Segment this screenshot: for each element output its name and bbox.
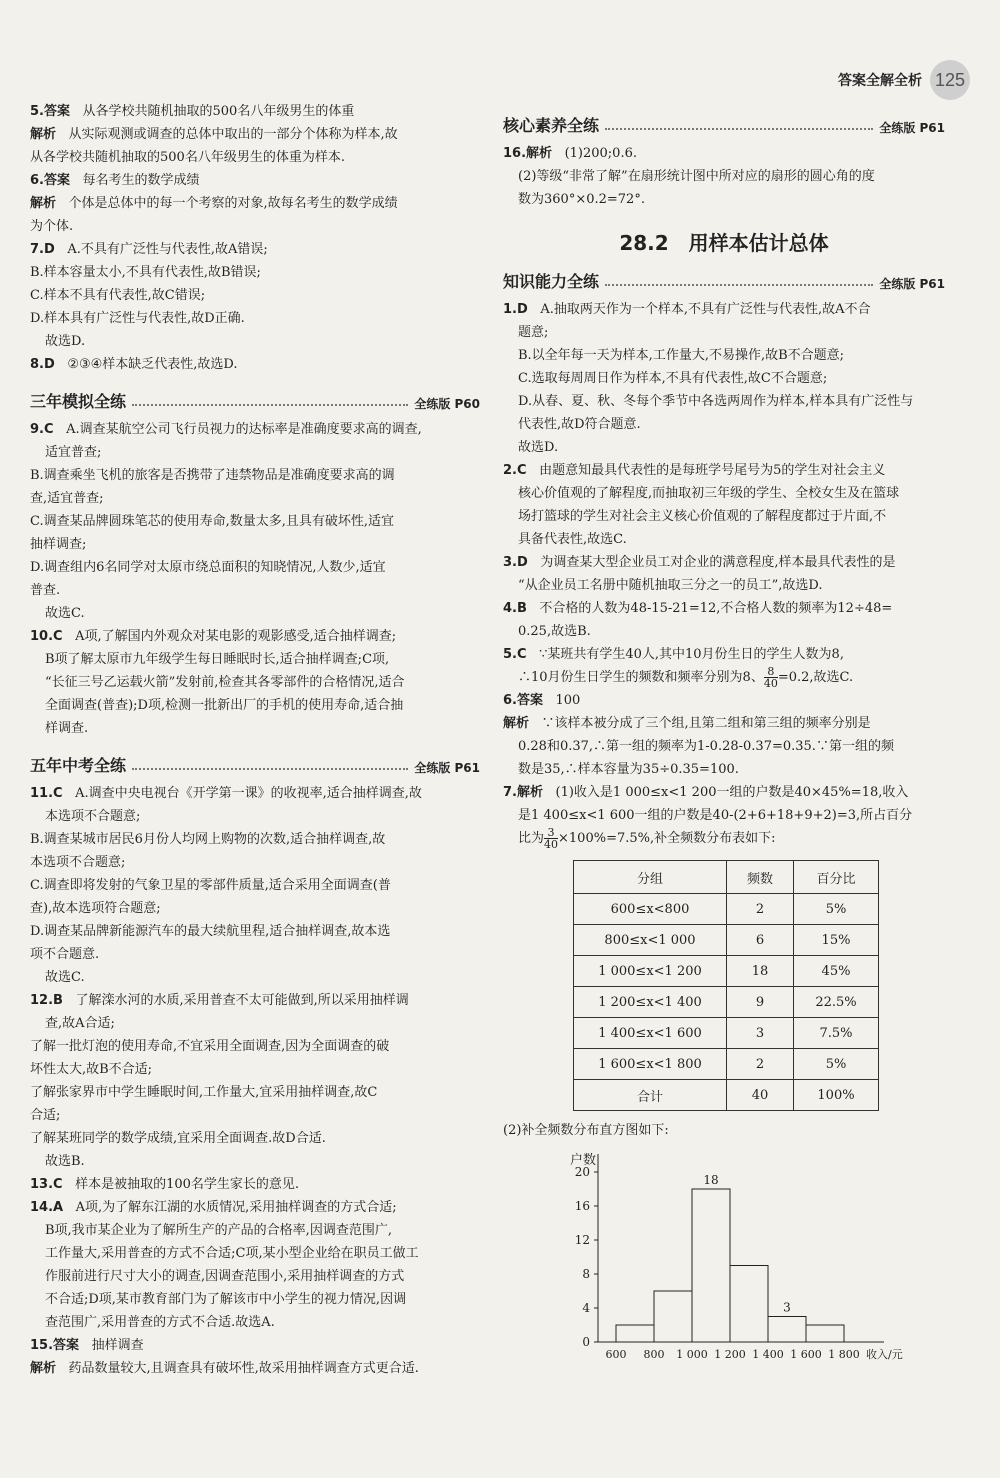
dotted-rule (605, 284, 873, 286)
line-text: 故选D. (45, 334, 86, 349)
line-text: 抽样调查 (91, 1338, 144, 1353)
text-line (503, 436, 945, 459)
section-header (30, 386, 480, 412)
table-cell: 5% (794, 894, 879, 925)
text-line (503, 574, 945, 597)
table-cell: 18 (727, 956, 794, 987)
line-text: 查,故A合适; (45, 1016, 115, 1031)
q5-den: 40 (763, 677, 778, 690)
text-line (30, 1265, 480, 1288)
text-line (503, 165, 945, 188)
text-line (503, 597, 945, 620)
table-cell: 15% (794, 925, 879, 956)
question-number: 12.B (30, 993, 68, 1008)
q5-pre: ∴10月份生日学生的频数和频率分别为8、 (518, 670, 764, 685)
line-text: C.调查即将发射的气象卫星的零部件质量,适合采用全面调查(普 (30, 878, 391, 893)
histogram-bar (806, 1325, 844, 1342)
table-row (574, 925, 879, 956)
question-number: 4.B (503, 601, 532, 616)
line-text: 了解滦水河的水质,采用普查不太可能做到,所以采用抽样调 (75, 993, 409, 1008)
x-tick-label: 600 (605, 1348, 627, 1361)
text-line (30, 1311, 480, 1334)
line-text: A项,了解国内外观众对某电影的观影感受,适合抽样调查; (75, 629, 397, 644)
question-number: 11.C (30, 786, 68, 801)
question-number: 6.答案 (503, 693, 548, 708)
text-line (30, 851, 480, 874)
line-text: 100 (555, 693, 581, 708)
text-line (30, 353, 480, 376)
text-line (30, 1357, 480, 1380)
text-line (30, 648, 480, 671)
section-page-ref: 全练版 P60 (414, 397, 480, 411)
text-line (503, 390, 945, 413)
line-text: 本选项不合题意; (30, 855, 126, 870)
line-text: 题意; (518, 325, 549, 340)
table-body (574, 894, 879, 1111)
line-text: B项,我市某企业为了解所生产的产品的合格率,因调查范围广, (45, 1223, 392, 1238)
q7-fraction-line (503, 827, 945, 850)
question-number: 5.答案 (30, 104, 75, 119)
dotted-rule (132, 768, 408, 770)
table-cell: 100% (794, 1080, 879, 1111)
table-cell: 600≤x<800 (574, 894, 727, 925)
table-cell: 1 600≤x<1 800 (574, 1049, 727, 1080)
text-line (503, 321, 945, 344)
line-text: 作服前进行尺寸大小的调查,因调查范围小,采用抽样调查的方式 (45, 1269, 405, 1284)
line-text: 坏性太大,故B不合适; (30, 1062, 153, 1077)
question-number: 16.解析 (503, 146, 557, 161)
text-line (503, 298, 945, 321)
section-header-title: 五年中考全练 (30, 756, 127, 775)
section-header (30, 750, 480, 776)
text-line (503, 643, 945, 666)
line-text: 故选B. (45, 1154, 85, 1169)
text-line (30, 1035, 480, 1058)
table-row (574, 956, 879, 987)
line-text: 从各学校共随机抽取的500名八年级男生的体重为样本. (30, 150, 345, 165)
y-tick-label: 12 (574, 1233, 590, 1247)
text-line (503, 712, 945, 735)
line-text: 数是35,∴样本容量为35÷0.35=100. (518, 762, 739, 777)
line-text: 样本是被抽取的100名学生家长的意见. (75, 1177, 300, 1192)
line-text: 故选D. (518, 440, 559, 455)
line-text: 本选项不合题意; (45, 809, 141, 824)
y-tick-label: 4 (582, 1301, 590, 1315)
line-text: (1)收入是1 000≤x<1 200一组的户数是40×45%=18,收入 (555, 785, 909, 800)
text-line (30, 169, 480, 192)
text-line (503, 528, 945, 551)
line-text: 全面调查(普查);D项,检测一批新出厂的手机的使用寿命,适合抽 (45, 698, 404, 713)
table-cell: 5% (794, 1049, 879, 1080)
text-line (503, 142, 945, 165)
left-column (30, 100, 480, 1380)
text-line (30, 261, 480, 284)
dotted-rule (132, 404, 408, 406)
text-line (30, 805, 480, 828)
y-tick-label: 16 (574, 1199, 590, 1213)
text-line (30, 579, 480, 602)
line-text: 适宜普查; (45, 445, 102, 460)
question-number: 3.D (503, 555, 533, 570)
line-text: C.样本不具有代表性,故C错误; (30, 288, 206, 303)
text-line (503, 804, 945, 827)
knowledge-block (503, 266, 945, 666)
text-line (30, 671, 480, 694)
question-number: 9.C (30, 422, 59, 437)
y-axis-label: 户数 (570, 1153, 597, 1168)
x-tick-label: 1 600 (790, 1348, 822, 1361)
line-text: ②③④样本缺乏代表性,故选D. (67, 357, 238, 372)
line-text: B.样本容量太小,不具有代表性,故B错误; (30, 265, 261, 280)
line-text: 普查. (30, 583, 61, 598)
right-column (503, 100, 945, 1371)
line-text: (1)200;0.6. (564, 146, 637, 161)
line-text: 每名考生的数学成绩 (82, 173, 200, 188)
line-text: 工作量大,采用普查的方式不合适;C项,某小型企业给在职员工做工 (45, 1246, 419, 1261)
x-tick-label: 800 (643, 1348, 665, 1361)
line-text: “从企业员工名册中随机抽取三分之一的员工”,故选D. (518, 578, 823, 593)
question-number: 5.C (503, 647, 532, 662)
line-text: B.以全年每一天为样本,工作量大,不易操作,故B不合题意; (518, 348, 845, 363)
question-number: 解析 (30, 127, 61, 142)
line-text: 代表性,故D符合题意. (518, 417, 641, 432)
table-cell: 1 200≤x<1 400 (574, 987, 727, 1018)
text-line (30, 533, 480, 556)
question-number: 13.C (30, 1177, 68, 1192)
table-cell: 2 (727, 894, 794, 925)
line-text: 故选C. (45, 606, 85, 621)
line-text: A项,为了解东江湖的水质情况,采用抽样调查的方式合适; (75, 1200, 397, 1215)
line-text: 查范围广,采用普查的方式不合适.故选A. (45, 1315, 275, 1330)
line-text: B项了解太原市九年级学生每日睡眠时长,适合抽样调查;C项, (45, 652, 390, 667)
bar-data-label: 3 (783, 1300, 791, 1315)
table-row (574, 1080, 879, 1111)
text-line (30, 625, 480, 648)
text-line (30, 487, 480, 510)
table-cell: 22.5% (794, 987, 879, 1018)
text-line (30, 943, 480, 966)
section-page-ref: 全练版 P61 (414, 761, 480, 775)
table-cell: 3 (727, 1018, 794, 1049)
q7-den: 40 (544, 838, 559, 851)
text-line (30, 694, 480, 717)
page-number: 125 (930, 60, 970, 100)
text-line (503, 413, 945, 436)
text-line (503, 781, 945, 804)
line-text: D.调查组内6名同学对太原市绕总面积的知晓情况,人数少,适宜 (30, 560, 386, 575)
line-text: 抽样调查; (30, 537, 87, 552)
text-line (503, 344, 945, 367)
text-line (30, 920, 480, 943)
text-line (30, 1334, 480, 1357)
text-line (30, 1081, 480, 1104)
section-page-ref: 全练版 P61 (879, 121, 945, 135)
section-header (503, 110, 945, 136)
histogram-bar (654, 1291, 692, 1342)
question-number: 2.C (503, 463, 532, 478)
line-text: 场打篮球的学生对社会主义核心价值观的了解程度都过于片面,不 (518, 509, 887, 524)
table-header-cell: 分组 (574, 861, 727, 894)
line-text: 不合适;D项,某市教育部门为了解该市中小学生的视力情况,因调 (45, 1292, 407, 1307)
line-text: 由题意知最具代表性的是每班学号尾号为5的学生对社会主义 (539, 463, 886, 478)
text-line (30, 556, 480, 579)
question-number: 8.D (30, 357, 60, 372)
text-line (30, 717, 480, 740)
line-text: 项不合题意. (30, 947, 100, 962)
line-text: (2)等级“非常了解”在扇形统计图中所对应的扇形的圆心角的度 (518, 169, 875, 184)
q7-num: 3 (544, 827, 558, 839)
line-text: A.抽取两天作为一个样本,不具有广泛性与代表性,故A不合 (540, 302, 871, 317)
q5-num: 8 (764, 666, 778, 678)
histogram-bar (768, 1317, 806, 1343)
q5-fraction (764, 666, 778, 689)
q5-post: =0.2,故选C. (777, 670, 854, 685)
table-row (574, 1049, 879, 1080)
line-text: A.不具有广泛性与代表性,故A错误; (67, 242, 268, 257)
x-tick-label: 1 800 (828, 1348, 860, 1361)
question-number: 7.D (30, 242, 60, 257)
text-line (30, 418, 480, 441)
text-line (30, 100, 480, 123)
x-axis-label: 收入/元 (866, 1348, 903, 1361)
line-text: 核心价值观的了解程度,而抽取初三年级的学生、全校女生及在篮球 (518, 486, 900, 501)
line-text: 数为360°×0.2=72°. (518, 192, 645, 207)
table-cell: 9 (727, 987, 794, 1018)
text-line (30, 966, 480, 989)
core-literacy-block (503, 110, 945, 211)
text-line (30, 464, 480, 487)
text-line (30, 897, 480, 920)
histogram-bar (616, 1325, 654, 1342)
text-line (503, 620, 945, 643)
question-number: 1.D (503, 302, 533, 317)
line-text: D.调查某品牌新能源汽车的最大续航里程,适合抽样调查,故本选 (30, 924, 391, 939)
line-text: 了解一批灯泡的使用寿命,不宜采用全面调查,因为全面调查的破 (30, 1039, 390, 1054)
table-header-cell: 百分比 (794, 861, 879, 894)
line-text: 查,适宜普查; (30, 491, 104, 506)
line-text: 从各学校共随机抽取的500名八年级男生的体重 (82, 104, 355, 119)
q7-part2: (2)补全频数分布直方图如下: (503, 1123, 669, 1138)
table-row (574, 1018, 879, 1049)
histogram (503, 1142, 903, 1367)
section-header-title: 三年模拟全练 (30, 392, 127, 411)
text-line (503, 459, 945, 482)
text-line (503, 689, 945, 712)
line-text: 是1 400≤x<1 600一组的户数是40-(2+6+18+9+2)=3,所占百分 (518, 808, 913, 823)
page-header (838, 60, 970, 100)
table-header-cell: 频数 (727, 861, 794, 894)
text-line (30, 192, 480, 215)
text-line (30, 1104, 480, 1127)
line-text: C.选取每周周日作为样本,不具有代表性,故C不合题意; (518, 371, 828, 386)
section-title: 28.2 用样本估计总体 (619, 231, 829, 255)
text-line (30, 1196, 480, 1219)
line-text: 查),故本选项符合题意; (30, 901, 161, 916)
text-line (30, 1242, 480, 1265)
question-number: 7.解析 (503, 785, 548, 800)
x-tick-label: 1 400 (752, 1348, 784, 1361)
line-text: 样调查. (45, 721, 89, 736)
text-line (30, 238, 480, 261)
table-cell: 6 (727, 925, 794, 956)
header-title: 答案全解全析 (838, 73, 922, 89)
text-line (30, 510, 480, 533)
table-row (574, 894, 879, 925)
line-text: ∵某班共有学生40人,其中10月份生日的学生人数为8, (539, 647, 844, 662)
table-header-row (574, 861, 879, 894)
text-line (30, 1173, 480, 1196)
line-text: 为个体. (30, 219, 74, 234)
line-text: 故选C. (45, 970, 85, 985)
table-row (574, 987, 879, 1018)
text-line (30, 1150, 480, 1173)
q7-post: ×100%=7.5%,补全频数分布表如下: (558, 831, 776, 846)
text-line (503, 551, 945, 574)
line-text: 0.28和0.37,∴第一组的频率为1-0.28-0.37=0.35.∵第一组的频 (518, 739, 894, 754)
text-line (30, 146, 480, 169)
frequency-table (573, 860, 879, 1111)
line-text: 合适; (30, 1108, 61, 1123)
text-line (30, 1219, 480, 1242)
line-text: 了解某班同学的数学成绩,宜采用全面调查.故D合适. (30, 1131, 326, 1146)
question-number: 15.答案 (30, 1338, 84, 1353)
table-cell: 合计 (574, 1080, 727, 1111)
text-line (30, 441, 480, 464)
text-line (503, 735, 945, 758)
histogram-bar (730, 1266, 768, 1343)
text-line (30, 828, 480, 851)
question-number: 6.答案 (30, 173, 75, 188)
line-text: 了解张家界市中学生睡眠时间,工作量大,宜采用抽样调查,故C (30, 1085, 378, 1100)
table-cell: 7.5% (794, 1018, 879, 1049)
text-line (503, 367, 945, 390)
text-line (30, 874, 480, 897)
line-text: 不合格的人数为48-15-21=12,不合格人数的频率为12÷48= (539, 601, 893, 616)
section-header-title: 知识能力全练 (503, 272, 600, 291)
q7-pre: 比为 (518, 831, 545, 846)
text-line (503, 758, 945, 781)
section-page-ref: 全练版 P61 (879, 277, 945, 291)
text-line (30, 215, 480, 238)
line-text: D.样本具有广泛性与代表性,故D正确. (30, 311, 245, 326)
text-line (30, 1288, 480, 1311)
table-cell: 45% (794, 956, 879, 987)
line-text: ∵该样本被分成了三个组,且第二组和第三组的频率分别是 (541, 716, 871, 731)
line-text: C.调查某品牌圆珠笔芯的使用寿命,数量太多,且具有破坏性,适宜 (30, 514, 395, 529)
line-text: A.调查中央电视台《开学第一课》的收视率,适合抽样调查,故 (75, 786, 422, 801)
table-cell: 40 (727, 1080, 794, 1111)
line-text: 为调查某大型企业员工对企业的满意程度,样本最具代表性的是 (540, 555, 896, 570)
table-cell: 800≤x<1 000 (574, 925, 727, 956)
y-tick-label: 0 (582, 1335, 590, 1349)
line-text: 个体是总体中的每一个考察的对象,故每名考生的数学成绩 (68, 196, 398, 211)
question-number: 10.C (30, 629, 68, 644)
text-line (30, 123, 480, 146)
text-line (30, 602, 480, 625)
text-line (30, 330, 480, 353)
histogram-bar (692, 1189, 730, 1342)
x-tick-label: 1 000 (676, 1348, 708, 1361)
bar-data-label: 18 (703, 1173, 719, 1187)
line-text: 从实际观测或调查的总体中取出的一部分个体称为样本,故 (68, 127, 398, 142)
text-line (30, 782, 480, 805)
x-tick-label: 1 200 (714, 1348, 746, 1361)
line-text: “长征三号乙运载火箭”发射前,检查其各零部件的合格情况,适合 (45, 675, 405, 690)
text-line (503, 482, 945, 505)
text-line (30, 1127, 480, 1150)
table-cell: 1 000≤x<1 200 (574, 956, 727, 987)
q5-fraction-line (503, 666, 945, 689)
line-text: 0.25,故选B. (518, 624, 591, 639)
text-line (30, 284, 480, 307)
line-text: 药品数量较大,且调查具有破坏性,故采用抽样调查方式更合适. (68, 1361, 419, 1376)
q7-fraction (544, 827, 558, 850)
question-number: 解析 (30, 1361, 61, 1376)
line-text: A.调查某航空公司飞行员视力的达标率是准确度要求高的调查, (66, 422, 422, 437)
text-line (30, 989, 480, 1012)
section-header (503, 266, 945, 292)
text-line (30, 1012, 480, 1035)
question-number: 14.A (30, 1200, 68, 1215)
text-line (30, 1058, 480, 1081)
question-number: 解析 (30, 196, 61, 211)
questions-6-7 (503, 689, 945, 827)
text-line (503, 505, 945, 528)
line-text: B.调查乘坐飞机的旅客是否携带了违禁物品是准确度要求高的调 (30, 468, 395, 483)
question-number: 解析 (503, 716, 534, 731)
y-tick-label: 8 (582, 1267, 590, 1281)
table-cell: 2 (727, 1049, 794, 1080)
text-line (503, 188, 945, 211)
y-tick-label: 20 (574, 1165, 590, 1179)
line-text: D.从春、夏、秋、冬每个季节中各选两周作为样本,样本具有广泛性与 (518, 394, 914, 409)
text-line (30, 307, 480, 330)
dotted-rule (605, 128, 873, 130)
line-text: B.调查某城市居民6月份人均网上购物的次数,适合抽样调查,故 (30, 832, 386, 847)
line-text: 具备代表性,故选C. (518, 532, 627, 547)
table-cell: 1 400≤x<1 600 (574, 1018, 727, 1049)
section-header-title: 核心素养全练 (503, 116, 600, 135)
